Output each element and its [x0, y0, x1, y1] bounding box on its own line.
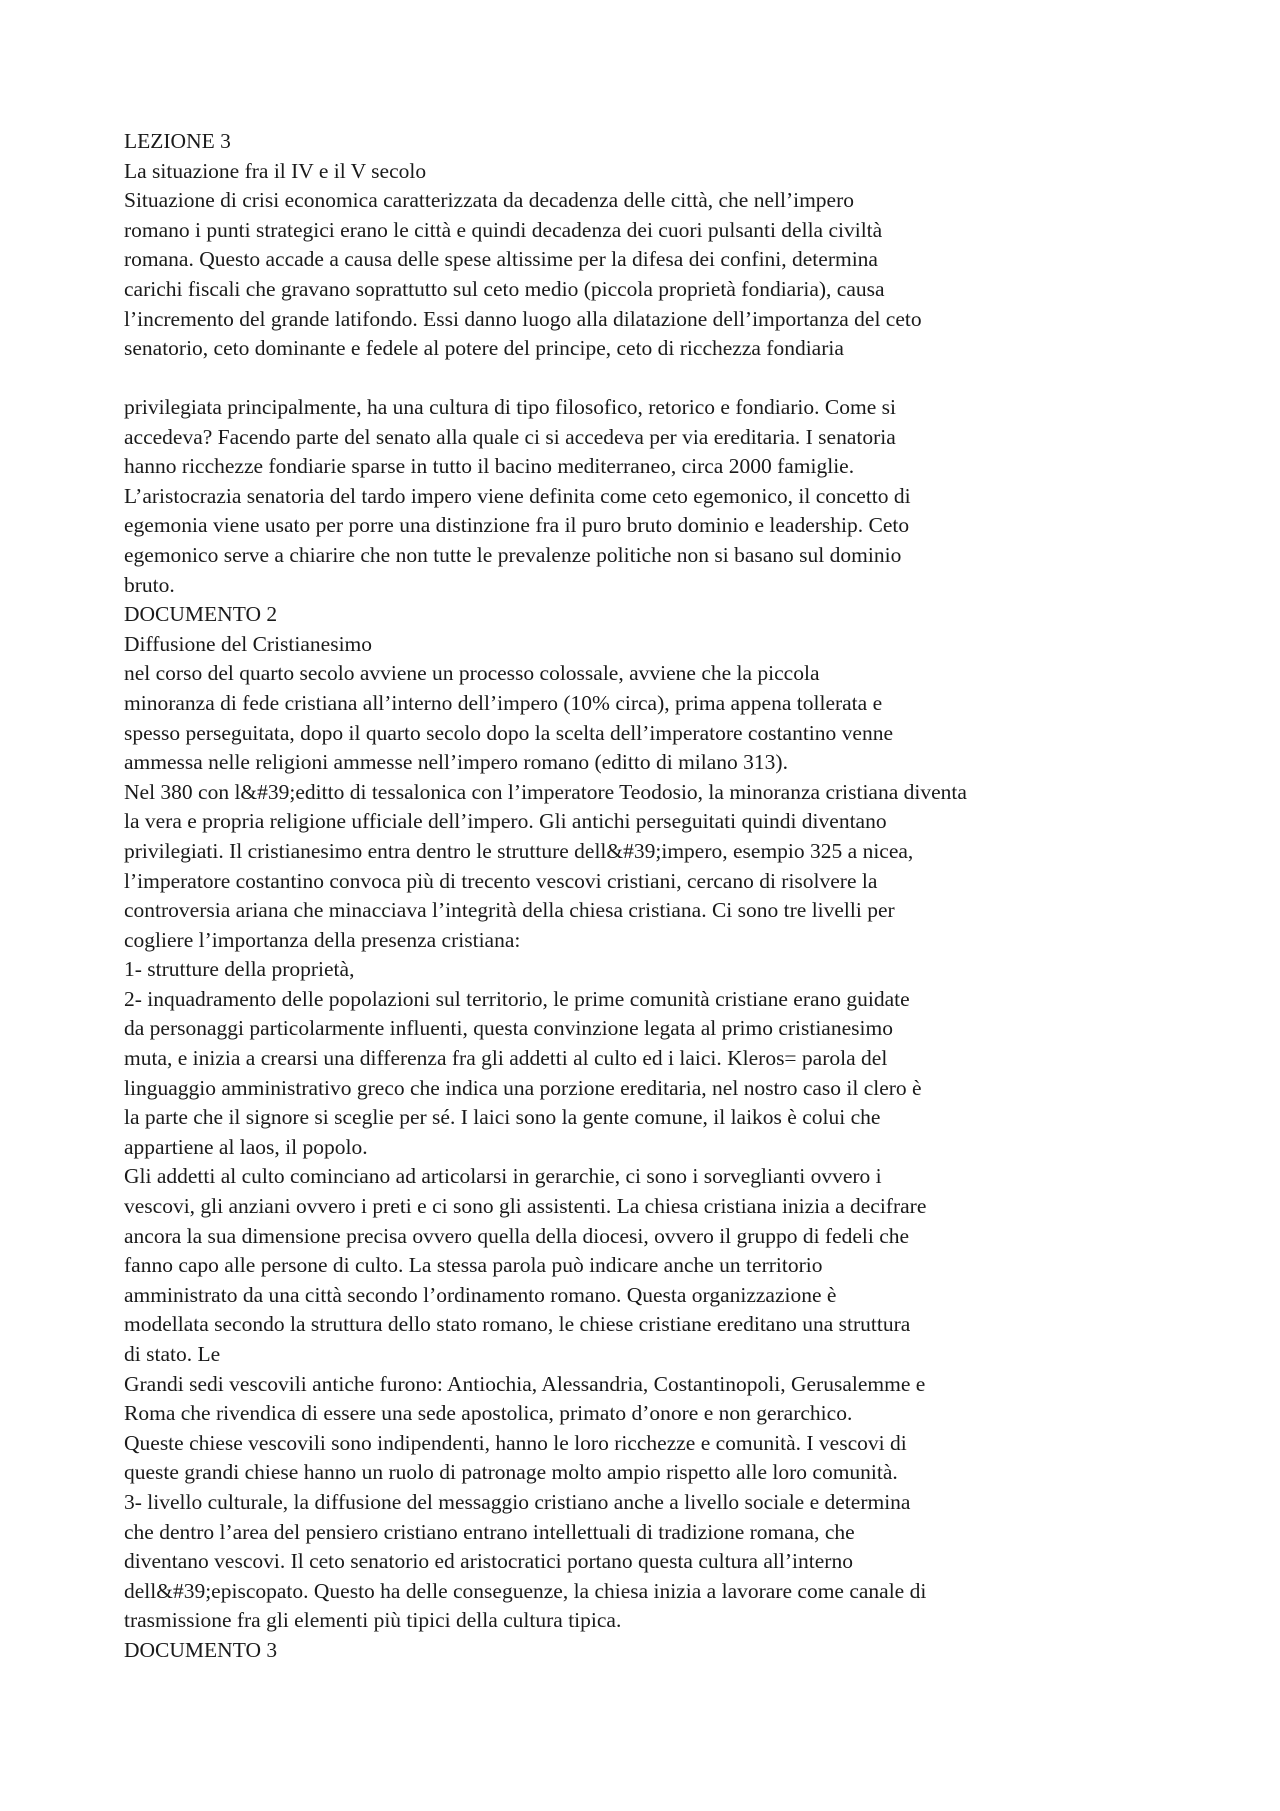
- text-line: 1- strutture della proprietà,: [124, 957, 355, 982]
- text-line: da personaggi particolarmente influenti, questa convinzione legata al primo cristianesimo: [124, 1016, 893, 1041]
- text-line: hanno ricchezze fondiarie sparse in tutto il bacino mediterraneo, circa 2000 famiglie.: [124, 454, 855, 479]
- text-line: 3- livello culturale, la diffusione del messaggio cristiano anche a livello sociale e determina: [124, 1489, 911, 1514]
- text-line: egemonia viene usato per porre una distinzione fra il puro bruto dominio e leadership. Ceto: [124, 513, 910, 538]
- text-line: La situazione fra il IV e il V secolo: [124, 158, 427, 183]
- text-line: privilegiata principalmente, ha una cultura di tipo filosofico, retorico e fondiario. Come si: [124, 395, 896, 419]
- text-line: LEZIONE 3: [124, 129, 231, 153]
- text-line: Nel 380 con l&#39;editto di tessalonica con l’imperatore Teodosio, la minoranza cristiana diventa: [124, 779, 967, 804]
- text-line: l’imperatore costantino convoca più di trecento vescovi cristiani, cercano di risolvere la: [124, 868, 878, 893]
- text-line: egemonico serve a chiarire che non tutte le prevalenze politiche non si basano sul dominio: [124, 542, 902, 567]
- text-line: vescovi, gli anziani ovvero i preti e ci sono gli assistenti. La chiesa cristiana inizia a decifrare: [124, 1194, 927, 1219]
- text-line: romana. Questo accade a causa delle spese altissime per la difesa dei confini, determina: [124, 247, 878, 272]
- text-line: Diffusione del Cristianesimo: [124, 631, 373, 656]
- text-line: senatorio, ceto dominante e fedele al potere del principe, ceto di ricchezza fondiaria: [124, 336, 844, 361]
- text-line: muta, e inizia a crearsi una differenza fra gli addetti al culto ed i laici. Kleros= parola del: [124, 1046, 888, 1071]
- text-line: cogliere l’importanza della presenza cristiana:: [124, 927, 521, 952]
- text-line: L’aristocrazia senatoria del tardo impero viene definita come ceto egemonico, il concetto di: [124, 483, 911, 508]
- text-line: minoranza di fede cristiana all’interno dell’impero (10% circa), prima appena tollerata e: [124, 690, 883, 715]
- text-line: linguaggio amministrativo greco che indica una porzione ereditaria, nel nostro caso il clero è: [124, 1075, 922, 1100]
- text-line: privilegiati. Il cristianesimo entra dentro le strutture dell&#39;impero, esempio 325 a nicea,: [124, 838, 914, 863]
- text-line: spesso perseguitata, dopo il quarto secolo dopo la scelta dell’imperatore costantino venne: [124, 720, 893, 745]
- text-line: fanno capo alle persone di culto. La stessa parola può indicare anche un territorio: [124, 1253, 823, 1278]
- text-line: che dentro l’area del pensiero cristiano entrano intellettuali di tradizione romana, che: [124, 1519, 855, 1544]
- text-line: queste grandi chiese hanno un ruolo di patronage molto ampio rispetto alle loro comunità.: [124, 1460, 898, 1485]
- text-line: la parte che il signore si sceglie per sé. I laici sono la gente comune, il laikos è colui che: [124, 1105, 881, 1130]
- text-line: carichi fiscali che gravano soprattutto sul ceto medio (piccola proprietà fondiaria), causa: [124, 276, 885, 301]
- text-line: 2- inquadramento delle popolazioni sul territorio, le prime comunità cristiane erano guidate: [124, 986, 910, 1011]
- text-block-first: [124, 127, 1184, 364]
- text-line: Grandi sedi vescovili antiche furono: Antiochia, Alessandria, Costantinopoli, Gerusalemme e: [124, 1371, 926, 1396]
- text-line: l’incremento del grande latifondo. Essi danno luogo alla dilatazione dell’importanza del ceto: [124, 306, 922, 331]
- text-line: la vera e propria religione ufficiale dell’impero. Gli antichi perseguitati quindi diventano: [124, 809, 887, 834]
- text-line: ammessa nelle religioni ammesse nell’impero romano (editto di milano 313).: [124, 750, 788, 775]
- text-line: modellata secondo la struttura dello stato romano, le chiese cristiane ereditano una struttura: [124, 1312, 911, 1337]
- text-block-second: [124, 393, 1184, 1666]
- text-line: romano i punti strategici erano le città e quindi decadenza dei cuori pulsanti della civiltà: [124, 217, 883, 242]
- text-line: controversia ariana che minacciava l’integrità della chiesa cristiana. Ci sono tre livelli per: [124, 898, 895, 923]
- text-line: accedeva? Facendo parte del senato alla quale ci si accedeva per via ereditaria. I senatoria: [124, 424, 896, 449]
- text-line: amministrato da una città secondo l’ordinamento romano. Questa organizzazione è: [124, 1282, 837, 1307]
- text-line: DOCUMENTO 3: [124, 1637, 278, 1662]
- text-line: trasmissione fra gli elementi più tipici della cultura tipica.: [124, 1608, 622, 1633]
- text-line: DOCUMENTO 2: [124, 602, 278, 627]
- text-line: appartiene al laos, il popolo.: [124, 1134, 368, 1159]
- text-line: dell&#39;episcopato. Questo ha delle conseguenze, la chiesa inizia a lavorare come canale di: [124, 1578, 927, 1603]
- text-line: Queste chiese vescovili sono indipendenti, hanno le loro ricchezze e comunità. I vescovi di: [124, 1430, 907, 1455]
- text-line: Roma che rivendica di essere una sede apostolica, primato d’onore e non gerarchico.: [124, 1401, 853, 1426]
- text-line: di stato. Le: [124, 1342, 221, 1366]
- text-line: Situazione di crisi economica caratterizzata da decadenza delle città, che nell’impero: [124, 188, 855, 213]
- text-line: nel corso del quarto secolo avviene un processo colossale, avviene che la piccola: [124, 661, 820, 686]
- text-line: ancora la sua dimensione precisa ovvero quella della diocesi, ovvero il gruppo di fedeli che: [124, 1223, 910, 1248]
- text-line: bruto.: [124, 572, 175, 597]
- text-line: diventano vescovi. Il ceto senatorio ed aristocratici portano questa cultura all’interno: [124, 1549, 853, 1574]
- text-line: Gli addetti al culto cominciano ad articolarsi in gerarchie, ci sono i sorveglianti ovvero i: [124, 1164, 882, 1189]
